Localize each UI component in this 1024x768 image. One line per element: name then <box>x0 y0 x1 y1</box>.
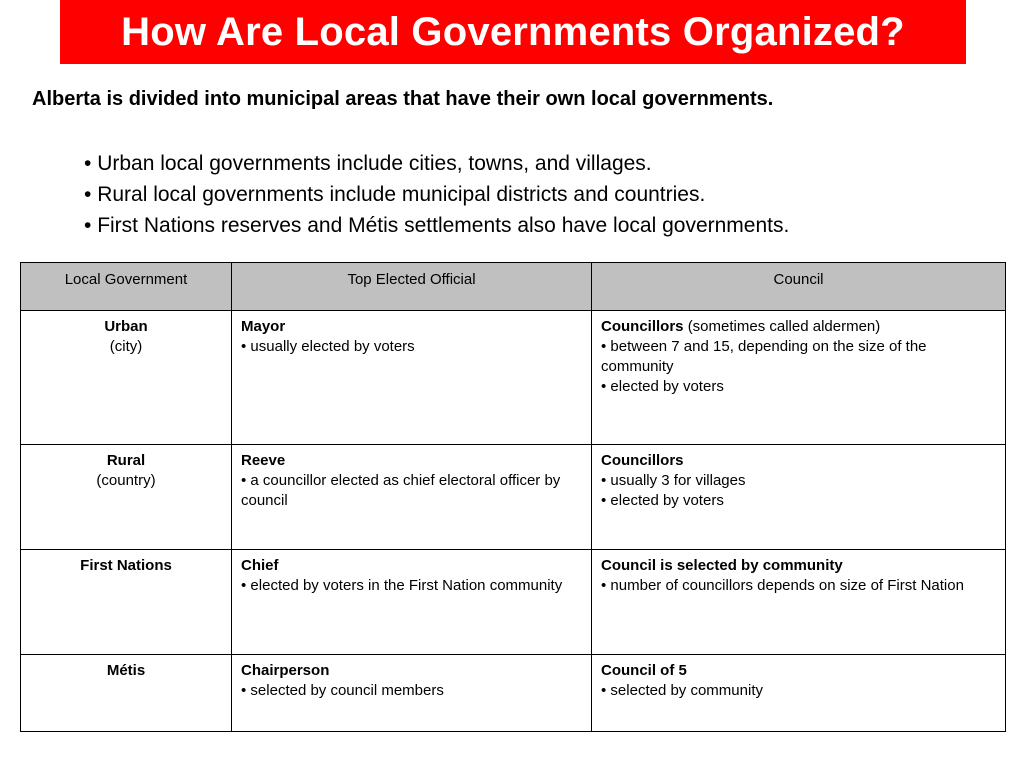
council-title: Councillors <box>601 318 684 335</box>
bullet-item-rural: • Rural local governments include municipal districts and countries. <box>84 179 1004 210</box>
cell-official <box>232 655 592 732</box>
official-title: Chairperson <box>241 662 330 679</box>
council-note: (sometimes called aldermen) <box>687 318 881 335</box>
type-name: Rural <box>106 452 146 469</box>
council-point: • elected by voters <box>601 377 996 397</box>
table-header-row <box>21 263 1006 311</box>
council-point: • between 7 and 15, depending on the size of the community <box>601 337 996 377</box>
slide-title: How Are Local Governments Organized? <box>60 0 966 64</box>
header-top-elected-official: Top Elected Official <box>232 263 592 311</box>
bullet-item-urban: • Urban local governments include cities, towns, and villages. <box>84 148 1004 179</box>
official-title: Mayor <box>241 318 286 335</box>
cell-council <box>592 550 1006 655</box>
official-point: • usually elected by voters <box>241 337 582 357</box>
council-title: Council is selected by community <box>601 557 843 574</box>
council-title: Councillors <box>601 452 684 469</box>
header-council: Council <box>592 263 1006 311</box>
type-name: Urban <box>104 318 148 335</box>
council-point: • selected by community <box>601 681 996 701</box>
cell-type <box>21 550 232 655</box>
bullet-list <box>84 148 1004 241</box>
council-point: • number of councillors depends on size of First Nation <box>601 576 996 596</box>
bullet-item-first-nations-metis: • First Nations reserves and Métis settlements also have local governments. <box>84 210 1004 241</box>
type-note: (city) <box>109 338 143 355</box>
official-point: • selected by council members <box>241 681 582 701</box>
official-point: • a councillor elected as chief electoral officer by council <box>241 471 582 511</box>
cell-official <box>232 550 592 655</box>
table-row-metis <box>21 655 1006 732</box>
cell-council <box>592 445 1006 550</box>
cell-official <box>232 445 592 550</box>
table-row-rural <box>21 445 1006 550</box>
type-name: Métis <box>106 662 146 679</box>
council-point: • elected by voters <box>601 491 996 511</box>
header-local-government: Local Government <box>21 263 232 311</box>
cell-type <box>21 445 232 550</box>
council-point: • usually 3 for villages <box>601 471 996 491</box>
council-title: Council of 5 <box>601 662 687 679</box>
cell-type <box>21 311 232 445</box>
cell-official <box>232 311 592 445</box>
official-title: Chief <box>241 557 279 574</box>
table-row-urban <box>21 311 1006 445</box>
cell-type <box>21 655 232 732</box>
slide-subtitle: Alberta is divided into municipal areas that have their own local governments. <box>32 88 774 110</box>
local-government-table <box>20 262 1006 732</box>
official-point: • elected by voters in the First Nation community <box>241 576 582 596</box>
type-name: First Nations <box>80 557 172 574</box>
cell-council <box>592 311 1006 445</box>
cell-council <box>592 655 1006 732</box>
type-note: (country) <box>96 472 156 489</box>
official-title: Reeve <box>241 452 286 469</box>
table-row-first-nations <box>21 550 1006 655</box>
